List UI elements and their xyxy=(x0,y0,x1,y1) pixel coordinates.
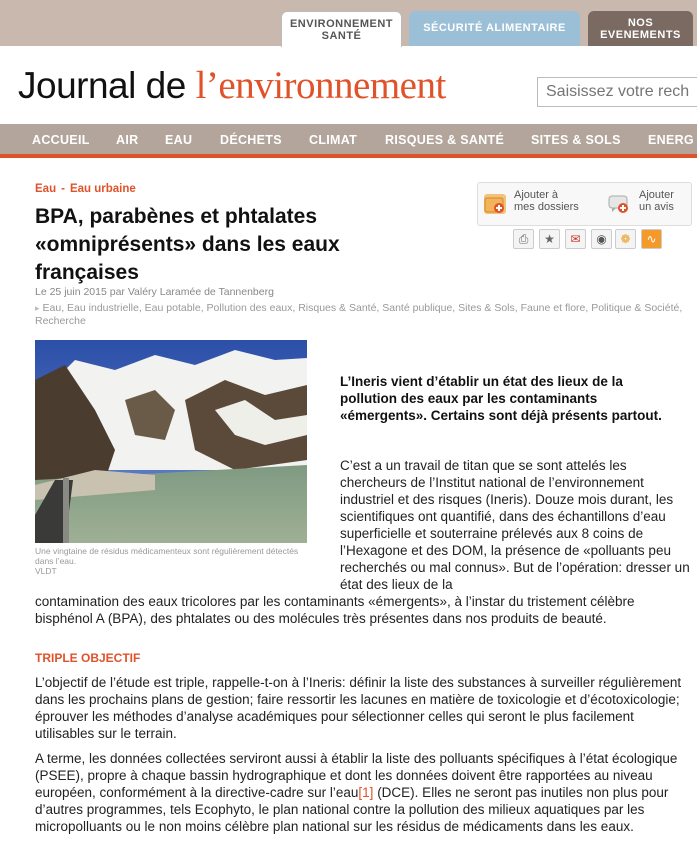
email-icon[interactable]: ✉ xyxy=(565,229,586,249)
tab-securite-alimentaire[interactable] xyxy=(409,11,580,46)
breadcrumb-separator: - xyxy=(61,183,65,195)
nav-item-eau[interactable]: EAU xyxy=(165,133,193,147)
search-input[interactable] xyxy=(537,77,697,107)
add-review-label-1: Ajouter xyxy=(639,189,674,201)
main-nav xyxy=(0,124,697,158)
nav-item-sites-sols[interactable]: SITES & SOLS xyxy=(531,133,621,147)
article-actions xyxy=(477,182,692,226)
add-folder-label-1: Ajouter à xyxy=(514,189,559,201)
breadcrumb xyxy=(35,183,136,195)
tab-environnement-sante[interactable] xyxy=(281,11,402,47)
tab-events-label-1: NOS xyxy=(627,17,654,29)
breadcrumb-eau-urbaine[interactable]: Eau urbaine xyxy=(69,183,136,195)
caption-line-1: Une vingtaine de résidus médicamenteux sont régulièrement détectés xyxy=(35,546,299,556)
rss-icon[interactable]: ∿ xyxy=(641,229,662,249)
paragraph-3-part-b: (DCE). Elles ne seront pas inutiles non plus pour d’autres programmes, tels Ecophyto, le plan national contre la pollution des milieux aquatiques par les micropolluants ou le non moins célèbre plan national sur les résidus de médicaments dans les eaux. xyxy=(35,785,669,834)
nav-item-accueil[interactable]: ACCUEIL xyxy=(32,133,90,147)
site-logo[interactable] xyxy=(18,64,446,108)
paragraph-3-part-a: A terme, les données collectées serviront aussi à établir la liste des polluants spécifiques à l’état écologique (PSEE), propre à chaque bassin hydrographique et dont les données doivent être rapportées au niveau européen, conformément à la directive-cadre sur l’eau xyxy=(35,751,678,800)
folder-add-icon xyxy=(484,194,506,214)
tags-list[interactable]: Eau, Eau industrielle, Eau potable, Pollution des eaux, Risques & Santé, Santé publique, Sites & Sols, Faune et flore, Politique & Société, Recherche xyxy=(35,302,683,327)
tab-environnement-label: ENVIRONNEMENT xyxy=(289,18,394,30)
add-review-label-2: un avis xyxy=(639,201,674,213)
print-icon[interactable]: ⎙ xyxy=(513,229,534,249)
comment-add-icon xyxy=(608,194,630,214)
article-byline: Le 25 juin 2015 par Valéry Laramée de Tannenberg xyxy=(35,286,274,298)
article-photo xyxy=(35,340,307,543)
tab-securite-label: SÉCURITÉ ALIMENTAIRE xyxy=(423,22,566,34)
nav-item-energie[interactable]: ENERG xyxy=(648,133,694,147)
article-lead: L’Ineris vient d’établir un état des lieux de la pollution des eaux par les contaminants «émergents». Certains sont déjà présents partout. xyxy=(340,374,662,423)
section-heading: TRIPLE OBJECTIF xyxy=(35,651,141,665)
article-tags xyxy=(35,302,685,328)
share-icon[interactable]: ❁ xyxy=(615,229,636,249)
photo-caption xyxy=(35,546,320,576)
tab-events-label-2: EVENEMENTS xyxy=(600,29,681,41)
footnote-link[interactable]: [1] xyxy=(358,785,374,800)
nav-item-risques-sante[interactable]: RISQUES & SANTÉ xyxy=(385,133,505,147)
nav-item-dechets[interactable]: DÉCHETS xyxy=(220,133,282,147)
star-add-icon[interactable]: ★ xyxy=(539,229,560,249)
logo-text-environnement: l’environnement xyxy=(195,64,446,107)
add-folder-label-2: mes dossiers xyxy=(514,201,579,213)
tags-arrow-icon: ▸ xyxy=(35,303,40,313)
tab-nos-evenements[interactable] xyxy=(588,11,693,46)
article-paragraph-3 xyxy=(35,750,690,835)
article-paragraph-1-start: C’est a un travail de titan que se sont attelés les chercheurs de l’Institut national de l’environnement industriel et des risques (Ineris). Douze mois durant, les scientifiques ont quantifié, dans des échantillons d’eau superficielle et souterraine prélevés aux 8 coins de l’Hexagone et des DOM, la présence de «polluants peu recherchés ou mal connus». But de l’opération: dresser un état des lieux de la xyxy=(340,458,690,592)
nav-item-climat[interactable]: CLIMAT xyxy=(309,133,358,147)
add-to-folder-button[interactable] xyxy=(514,189,579,213)
netvibes-icon[interactable]: ◉ xyxy=(591,229,612,249)
nav-item-air[interactable]: AIR xyxy=(116,133,139,147)
article-title: BPA, parabènes et phtalates «omniprésents» dans les eaux françaises xyxy=(35,205,340,284)
caption-line-2: dans l’eau. xyxy=(35,556,77,566)
breadcrumb-eau[interactable]: Eau xyxy=(35,183,57,195)
add-review-button[interactable] xyxy=(639,189,674,213)
article-paragraph-2: L’objectif de l’étude est triple, rappelle-t-on à l’Ineris: définir la liste des substances à surveiller régulièrement dans les prochains plans de gestion; faire ressortir les lacunes en matière de toxicologie et d’écotoxicologie; éprouver les méthodes d’analyse académiques pour sélectionner celles qui seront le plus facilement utilisables sur le terrain. xyxy=(35,675,682,741)
caption-credit: VLDT xyxy=(35,566,57,576)
tab-sante-label: SANTÉ xyxy=(321,30,362,42)
article-paragraph-1-end: contamination des eaux tricolores par les contaminants «émergents», à l’instar du tristement célèbre bisphénol A (BPA), des phtalates ou des molécules très présentes dans nos produits de beauté. xyxy=(35,594,635,626)
logo-text-journal: Journal de xyxy=(18,65,196,106)
